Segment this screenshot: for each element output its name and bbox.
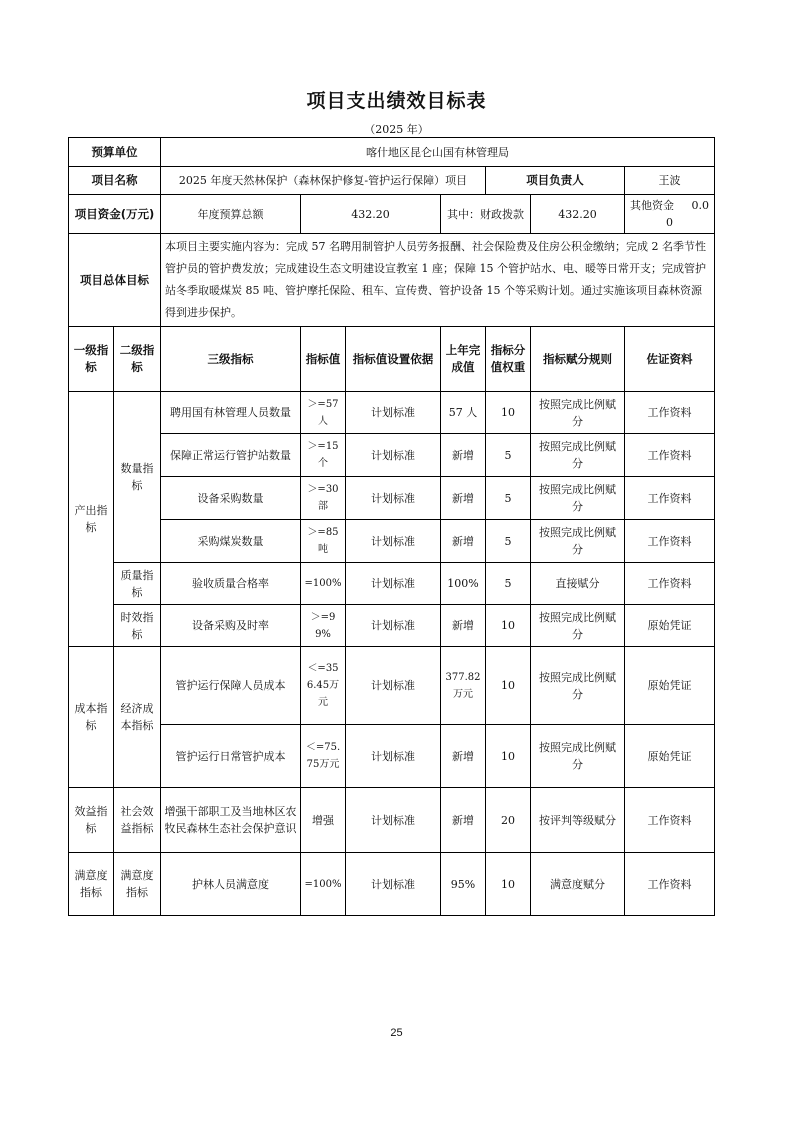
row-weight: 10: [486, 647, 531, 725]
row-basis: 计划标准: [346, 647, 441, 725]
group-satisfaction: 满意度指标: [69, 853, 114, 916]
col-level2: 二级指标: [114, 327, 161, 392]
group-timeliness: 时效指标: [114, 605, 161, 647]
row-last: 新增: [441, 605, 486, 647]
row-value: ＜=356.45万元: [301, 647, 346, 725]
row-last: 100%: [441, 563, 486, 605]
row-proof: 原始凭证: [625, 605, 715, 647]
funds-label: 项目资金(万元): [69, 195, 161, 234]
annual-total-value: 432.20: [301, 195, 441, 234]
row-last: 新增: [441, 520, 486, 563]
group-quantity: 数量指标: [114, 392, 161, 563]
row-proof: 工作资料: [625, 520, 715, 563]
row-proof: 工作资料: [625, 563, 715, 605]
other-funds-value: 0.00: [666, 199, 710, 229]
row-weight: 10: [486, 605, 531, 647]
row-value: ＞=30部: [301, 477, 346, 520]
row-basis: 计划标准: [346, 605, 441, 647]
row-proof: 原始凭证: [625, 647, 715, 725]
row-value: ＞=57人: [301, 392, 346, 434]
row-name: 管护运行保障人员成本: [161, 647, 301, 725]
row-basis: 计划标准: [346, 853, 441, 916]
row-rule: 按照完成比例赋分: [531, 392, 625, 434]
goal-text: 本项目主要实施内容为：完成 57 名聘用制管护人员劳务报酬、社会保险费及住房公积金缴纳；完成 2 名季节性管护员的管护费发放；完成建设生态文明建设宣教室 1 座；保障 15 个管护站水、电、暖等日常开支；完成管护站冬季取暖煤炭 85 吨、管护摩托保险、租车、宣传费、管护设备 15 个等采购计划。通过实施该项目森林资源得到进步保护。: [161, 234, 715, 327]
row-name: 设备采购及时率: [161, 605, 301, 647]
row-basis: 计划标准: [346, 788, 441, 853]
row-weight: 5: [486, 563, 531, 605]
row-basis: 计划标准: [346, 520, 441, 563]
row-proof: 工作资料: [625, 788, 715, 853]
col-rule: 指标赋分规则: [531, 327, 625, 392]
project-name-label: 项目名称: [69, 167, 161, 195]
col-weight: 指标分值权重: [486, 327, 531, 392]
col-value: 指标值: [301, 327, 346, 392]
funds-row: [69, 195, 715, 234]
row-value: ＜=75.75万元: [301, 725, 346, 788]
row-name: 验收质量合格率: [161, 563, 301, 605]
row-basis: 计划标准: [346, 392, 441, 434]
row-rule: 满意度赋分: [531, 853, 625, 916]
row-rule: 按照完成比例赋分: [531, 477, 625, 520]
group-satisfaction-sub: 满意度指标: [114, 853, 161, 916]
row-name: 设备采购数量: [161, 477, 301, 520]
row-name: 聘用国有林管理人员数量: [161, 392, 301, 434]
row-last: 新增: [441, 477, 486, 520]
row-value: ＞=15个: [301, 434, 346, 477]
row-name: 保障正常运行管护站数量: [161, 434, 301, 477]
project-name-value: 2025 年度天然林保护（森林保护修复-管护运行保障）项目: [161, 167, 486, 195]
row-weight: 20: [486, 788, 531, 853]
row-rule: 按照完成比例赋分: [531, 520, 625, 563]
col-proof: 佐证资料: [625, 327, 715, 392]
row-proof: 原始凭证: [625, 725, 715, 788]
row-basis: 计划标准: [346, 434, 441, 477]
table-row: [69, 563, 715, 605]
row-weight: 5: [486, 434, 531, 477]
row-weight: 10: [486, 725, 531, 788]
row-basis: 计划标准: [346, 477, 441, 520]
row-proof: 工作资料: [625, 853, 715, 916]
row-last: 57 人: [441, 392, 486, 434]
row-proof: 工作资料: [625, 392, 715, 434]
table-row: [69, 788, 715, 853]
col-level1: 一级指标: [69, 327, 114, 392]
row-last: 95%: [441, 853, 486, 916]
group-social: 社会效益指标: [114, 788, 161, 853]
row-value: 增强: [301, 788, 346, 853]
row-last: 新增: [441, 788, 486, 853]
row-name: 增强干部职工及当地林区农牧民森林生态社会保护意识: [161, 788, 301, 853]
row-last: 新增: [441, 725, 486, 788]
budget-unit-label: 预算单位: [69, 138, 161, 167]
annual-total-label: 年度预算总额: [161, 195, 301, 234]
col-level3: 三级指标: [161, 327, 301, 392]
group-benefit: 效益指标: [69, 788, 114, 853]
owner-label: 项目负责人: [486, 167, 625, 195]
row-weight: 5: [486, 520, 531, 563]
row-basis: 计划标准: [346, 563, 441, 605]
row-value: =100%: [301, 563, 346, 605]
col-last-year: 上年完成值: [441, 327, 486, 392]
fiscal-label: 其中：财政拨款: [441, 195, 531, 234]
row-value: ＞=85吨: [301, 520, 346, 563]
row-rule: 按照完成比例赋分: [531, 605, 625, 647]
row-proof: 工作资料: [625, 434, 715, 477]
budget-unit-value: 喀什地区昆仑山国有林管理局: [161, 138, 715, 167]
performance-table: [68, 137, 715, 916]
group-economic: 经济成本指标: [114, 647, 161, 788]
row-weight: 10: [486, 853, 531, 916]
table-row: [69, 477, 715, 520]
row-name: 采购煤炭数量: [161, 520, 301, 563]
page-title: 项目支出绩效目标表: [306, 90, 487, 112]
table-row: [69, 647, 715, 725]
row-weight: 5: [486, 477, 531, 520]
row-value: =100%: [301, 853, 346, 916]
row-name: 护林人员满意度: [161, 853, 301, 916]
row-rule: 直接赋分: [531, 563, 625, 605]
col-basis: 指标值设置依据: [346, 327, 441, 392]
table-row: [69, 605, 715, 647]
other-funds: [625, 195, 715, 234]
fiscal-value: 432.20: [531, 195, 625, 234]
row-last: 新增: [441, 434, 486, 477]
row-last: 377.82万元: [441, 647, 486, 725]
column-header-row: [69, 327, 715, 392]
goal-row: [69, 234, 715, 327]
project-name-row: [69, 167, 715, 195]
table-row: [69, 853, 715, 916]
row-rule: 按评判等级赋分: [531, 788, 625, 853]
row-name: 管护运行日常管护成本: [161, 725, 301, 788]
row-rule: 按照完成比例赋分: [531, 647, 625, 725]
row-weight: 10: [486, 392, 531, 434]
owner-value: 王波: [625, 167, 715, 195]
table-row: [69, 434, 715, 477]
row-rule: 按照完成比例赋分: [531, 725, 625, 788]
row-value: ＞=99%: [301, 605, 346, 647]
row-rule: 按照完成比例赋分: [531, 434, 625, 477]
page-number: 25: [390, 1027, 403, 1039]
group-output: 产出指标: [69, 392, 114, 647]
group-quality: 质量指标: [114, 563, 161, 605]
row-basis: 计划标准: [346, 725, 441, 788]
table-row: [69, 392, 715, 434]
table-row: [69, 725, 715, 788]
other-funds-label: 其他资金: [630, 199, 675, 212]
goal-label: 项目总体目标: [69, 234, 161, 327]
year-label: （2025 年）: [364, 123, 429, 136]
budget-unit-row: [69, 138, 715, 167]
row-proof: 工作资料: [625, 477, 715, 520]
table-row: [69, 520, 715, 563]
group-cost: 成本指标: [69, 647, 114, 788]
